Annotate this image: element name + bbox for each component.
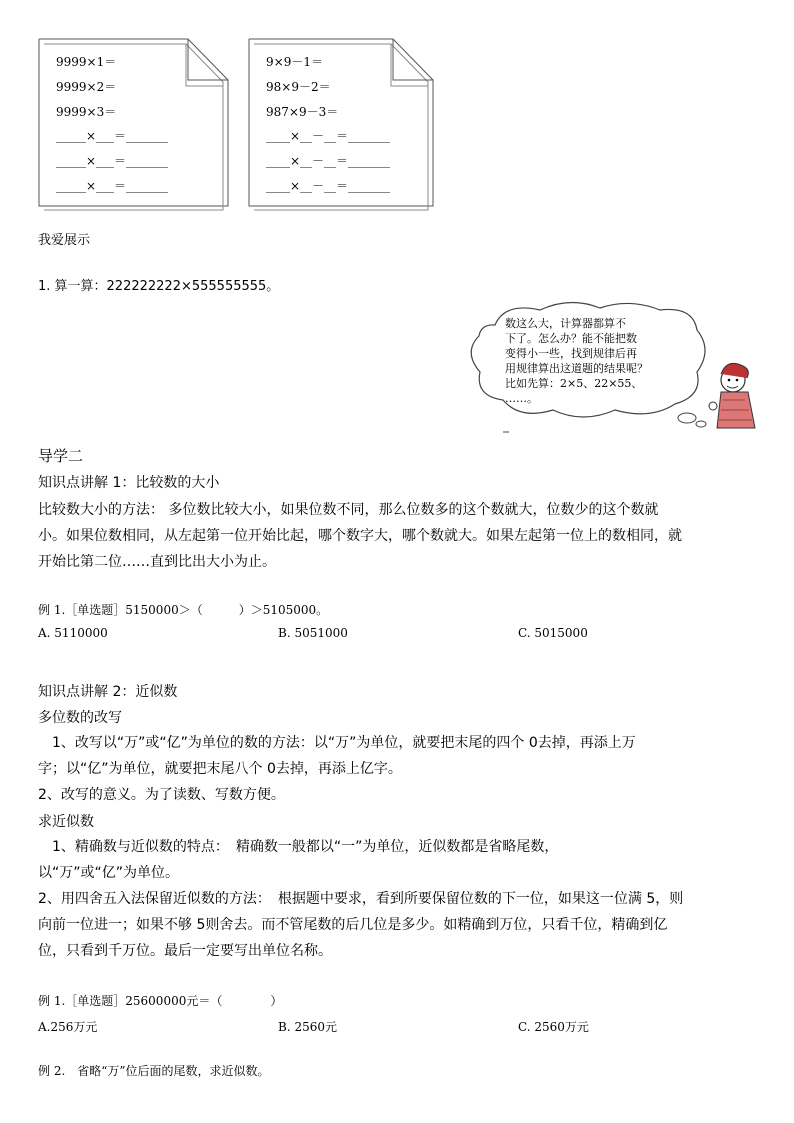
pattern-card-right — [248, 38, 438, 208]
girl-icon — [709, 363, 755, 428]
card-line: ____×__－__＝_______ — [266, 129, 391, 143]
thought-bubble — [465, 300, 765, 435]
card-line: 9999×2＝ — [56, 80, 117, 94]
kp1-title: 知识点讲解 1：比较数的大小 — [38, 475, 220, 491]
approx-line: 1、精确数与近似数的特点： 精确数一般都以“一”为单位，近似数都是省略尾数， — [38, 839, 559, 855]
example-2-option-a[interactable]: A.256万元 — [38, 1020, 98, 1034]
approx-title: 求近似数 — [38, 814, 94, 830]
card-line: 9999×3＝ — [56, 105, 117, 119]
kp2-title: 知识点讲解 2：近似数 — [38, 684, 178, 700]
approx-line: 2、用四舍五入法保留近似数的方法： 根据题中要求，看到所要保留位数的下一位，如果这一位满 5，则 — [38, 891, 684, 907]
kp1-line: 开始比第二位……直到比出大小为止。 — [38, 554, 276, 570]
approx-line: 以“万”或“亿”为单位。 — [38, 865, 180, 881]
card-line: 987×9－3＝ — [266, 105, 339, 119]
approx-line: 位，只看到千万位。最后一定要写出单位名称。 — [38, 943, 332, 959]
bubble-line: ……。 — [505, 392, 538, 405]
rewrite-line: 1、改写以“万”或“亿”为单位的数的方法：以“万”为单位，就要把末尾的四个 0去掉，再添上万 — [38, 735, 636, 751]
example-1-stem: 例 1.［单选题］5150000＞（ ）＞5105000。 — [38, 603, 329, 617]
card-line: _____×___＝_______ — [56, 129, 169, 143]
bubble-line: 用规律算出这道题的结果呢？ — [505, 362, 648, 375]
kp1-line: 小。如果位数相同，从左起第一位开始比起，哪个数字大，哪个数就大。如果左起第一位上的数相同，就 — [38, 528, 682, 544]
example-2-option-c[interactable]: C. 2560万元 — [518, 1020, 589, 1034]
approx-line: 向前一位进一；如果不够 5则舍去。而不管尾数的后几位是多少。如精确到万位，只看千位，精确到亿 — [38, 917, 668, 933]
bubble-line: 数这么大，计算器都算不 — [505, 317, 626, 330]
card-line: ____×__－__＝_______ — [266, 179, 391, 193]
card-line: 9999×1＝ — [56, 55, 117, 69]
example-3-stem: 例 2. 省略“万”位后面的尾数，求近似数。 — [38, 1064, 270, 1078]
bubble-line: 变得小一些，找到规律后再 — [505, 347, 637, 360]
section-heading-show: 我爱展示 — [38, 233, 91, 248]
example-2-stem: 例 1.［单选题］25600000元＝（ ） — [38, 994, 283, 1008]
kp1-line: 比较数大小的方法： 多位数比较大小，如果位数不同，那么位数多的这个数就大，位数少的这个数就 — [38, 502, 659, 518]
card-line: _____×___＝_______ — [56, 179, 169, 193]
example-2-option-b[interactable]: B. 2560元 — [278, 1020, 337, 1034]
rewrite-line: 2、改写的意义。为了读数、写数方便。 — [38, 787, 285, 803]
rewrite-line: 字；以“亿”为单位，就要把末尾八个 0去掉，再添上亿字。 — [38, 761, 402, 777]
card-line: _____×___＝_______ — [56, 154, 169, 168]
card-line: 9×9－1＝ — [266, 55, 323, 69]
pattern-card-left — [38, 38, 228, 208]
section-title-guide2: 导学二 — [38, 447, 84, 465]
bubble-line: 比如先算：2×5、22×55、 — [505, 377, 643, 390]
example-1-option-c[interactable]: C. 5015000 — [518, 626, 588, 640]
bubble-line: 下了。怎么办？能不能把数 — [505, 332, 637, 345]
example-1-option-b[interactable]: B. 5051000 — [278, 626, 348, 640]
rewrite-title: 多位数的改写 — [38, 710, 122, 726]
card-line: ____×__－__＝_______ — [266, 154, 391, 168]
card-line: 98×9－2＝ — [266, 80, 331, 94]
question-1: 1. 算一算：222222222×555555555。 — [38, 279, 280, 294]
example-1-option-a[interactable]: A. 5110000 — [38, 626, 108, 640]
